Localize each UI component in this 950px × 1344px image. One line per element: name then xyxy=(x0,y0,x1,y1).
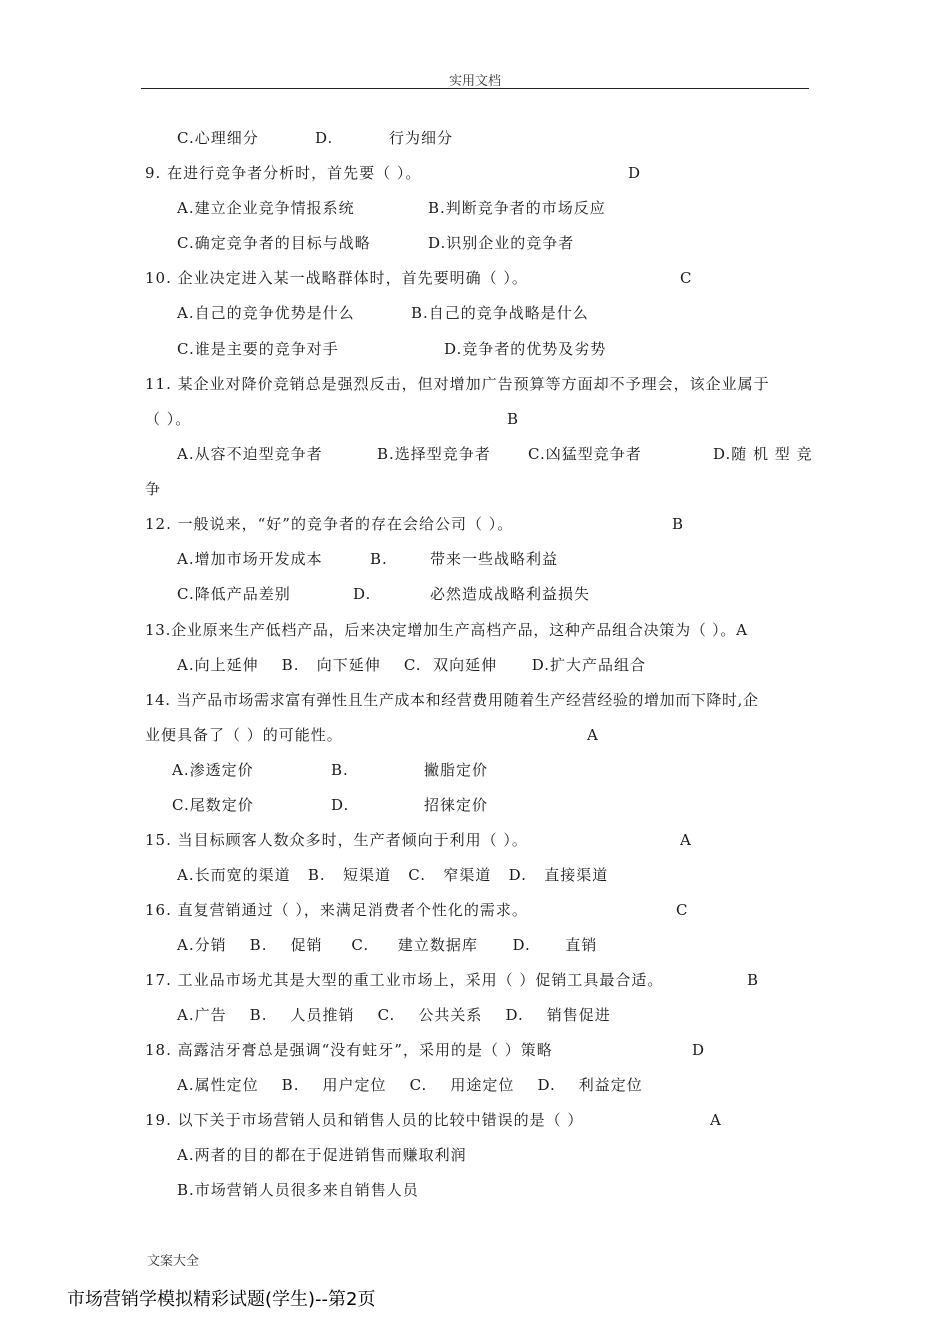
q19-stem: 19. 以下关于市场营销人员和销售人员的比较中错误的是（ ） xyxy=(145,1111,584,1129)
q9-option-d: D.识别企业的竞争者 xyxy=(428,234,575,252)
q13-options: A.向上延伸 B. 向下延伸 C. 双向延伸 D.扩大产品组合 xyxy=(177,656,646,674)
q19-option-b: B.市场营销人员很多来自销售人员 xyxy=(177,1181,419,1199)
q14-option-c: C.尾数定价 xyxy=(172,796,254,814)
q14-answer: A xyxy=(587,726,599,744)
q8-option-d-text: 行为细分 xyxy=(389,129,454,147)
q16-answer: C xyxy=(676,901,689,919)
q11-option-c: C.凶猛型竞争者 xyxy=(528,445,642,463)
q11-stem-line2: （ ）。 xyxy=(145,410,192,428)
q9-answer: D xyxy=(628,164,642,182)
q11-option-d-cont: 争 xyxy=(145,480,162,498)
q16-stem: 16. 直复营销通过（ ），来满足消费者个性化的需求。 xyxy=(145,901,528,919)
q11-option-b: B.选择型竞争者 xyxy=(377,445,491,463)
q14-option-b-letter: B. xyxy=(331,761,349,779)
q17-options: A.广告 B. 人员推销 C. 公共关系 D. 销售促进 xyxy=(177,1006,611,1024)
page-header: 实用文档 xyxy=(448,74,501,89)
q14-option-b-text: 撇脂定价 xyxy=(424,761,489,779)
q13-stem: 13.企业原来生产低档产品，后来决定增加生产高档产品，这种产品组合决策为（ ）。A xyxy=(145,621,748,639)
document-page-title: 市场营销学模拟精彩试题(学生)--第2页 xyxy=(67,1289,376,1310)
q9-option-a: A.建立企业竞争情报系统 xyxy=(177,199,355,217)
q9-option-b: B.判断竞争者的市场反应 xyxy=(428,199,606,217)
q11-stem-line1: 11. 某企业对降价竞销总是强烈反击，但对增加广告预算等方面却不予理会，该企业属于 xyxy=(145,375,770,393)
q15-options: A.长而宽的渠道 B. 短渠道 C. 窄渠道 D. 直接渠道 xyxy=(177,866,609,884)
q10-option-a: A.自己的竞争优势是什么 xyxy=(177,304,355,322)
q12-answer: B xyxy=(672,515,685,533)
q10-option-d: D.竞争者的优势及劣势 xyxy=(444,340,607,358)
q14-option-a: A.渗透定价 xyxy=(172,761,254,779)
q15-stem: 15. 当目标顾客人数众多时，生产者倾向于利用（ ）。 xyxy=(145,831,528,849)
q9-option-c: C.确定竞争者的目标与战略 xyxy=(177,234,371,252)
q11-answer: B xyxy=(507,410,520,428)
q14-stem-line2: 业便具备了（ ）的可能性。 xyxy=(145,726,343,744)
q17-answer: B xyxy=(747,971,760,989)
q18-options: A.属性定位 B. 用户定位 C. 用途定位 D. 利益定位 xyxy=(177,1076,643,1094)
q10-option-b: B.自己的竞争战略是什么 xyxy=(411,304,589,322)
q8-option-d-letter: D. xyxy=(315,129,334,147)
q15-answer: A xyxy=(680,831,692,849)
q19-answer: A xyxy=(710,1111,722,1129)
q14-stem-line1: 14. 当产品市场需求富有弹性且生产成本和经营费用随着生产经营经验的增加而下降时,企 xyxy=(145,691,759,709)
q12-stem: 12. 一般说来，“好”的竞争者的存在会给公司（ ）。 xyxy=(145,515,514,533)
q12-option-b-letter: B. xyxy=(370,550,388,568)
q9-stem: 9. 在进行竞争者分析时，首先要（ ）。 xyxy=(145,164,422,182)
q18-answer: D xyxy=(692,1041,706,1059)
q10-stem: 10. 企业决定进入某一战略群体时，首先要明确（ ）。 xyxy=(145,269,528,287)
q19-option-a: A.两者的目的都在于促进销售而赚取利润 xyxy=(177,1146,467,1164)
q12-option-d-text: 必然造成战略利益损失 xyxy=(430,585,591,603)
q16-options: A.分销 B. 促销 C. 建立数据库 D. 直销 xyxy=(177,936,598,954)
q12-option-c: C.降低产品差别 xyxy=(177,585,291,603)
header-rule xyxy=(141,88,809,89)
q10-answer: C xyxy=(680,269,693,287)
q12-option-d-letter: D. xyxy=(353,585,372,603)
q8-option-c: C.心理细分 xyxy=(177,129,259,147)
q14-option-d-text: 招徕定价 xyxy=(424,796,489,814)
q12-option-b-text: 带来一些战略利益 xyxy=(430,550,559,568)
q11-option-d: D.随 机 型 竞 xyxy=(713,445,813,463)
q12-option-a: A.增加市场开发成本 xyxy=(177,550,323,568)
q10-option-c: C.谁是主要的竞争对手 xyxy=(177,340,339,358)
page-footer: 文案大全 xyxy=(147,1254,200,1269)
q14-option-d-letter: D. xyxy=(331,796,350,814)
q11-option-a: A.从容不迫型竞争者 xyxy=(177,445,323,463)
q18-stem: 18. 高露洁牙膏总是强调“没有蛀牙”，采用的是（ ）策略 xyxy=(145,1041,553,1059)
q17-stem: 17. 工业品市场尤其是大型的重工业市场上，采用（ ）促销工具最合适。 xyxy=(145,971,664,989)
